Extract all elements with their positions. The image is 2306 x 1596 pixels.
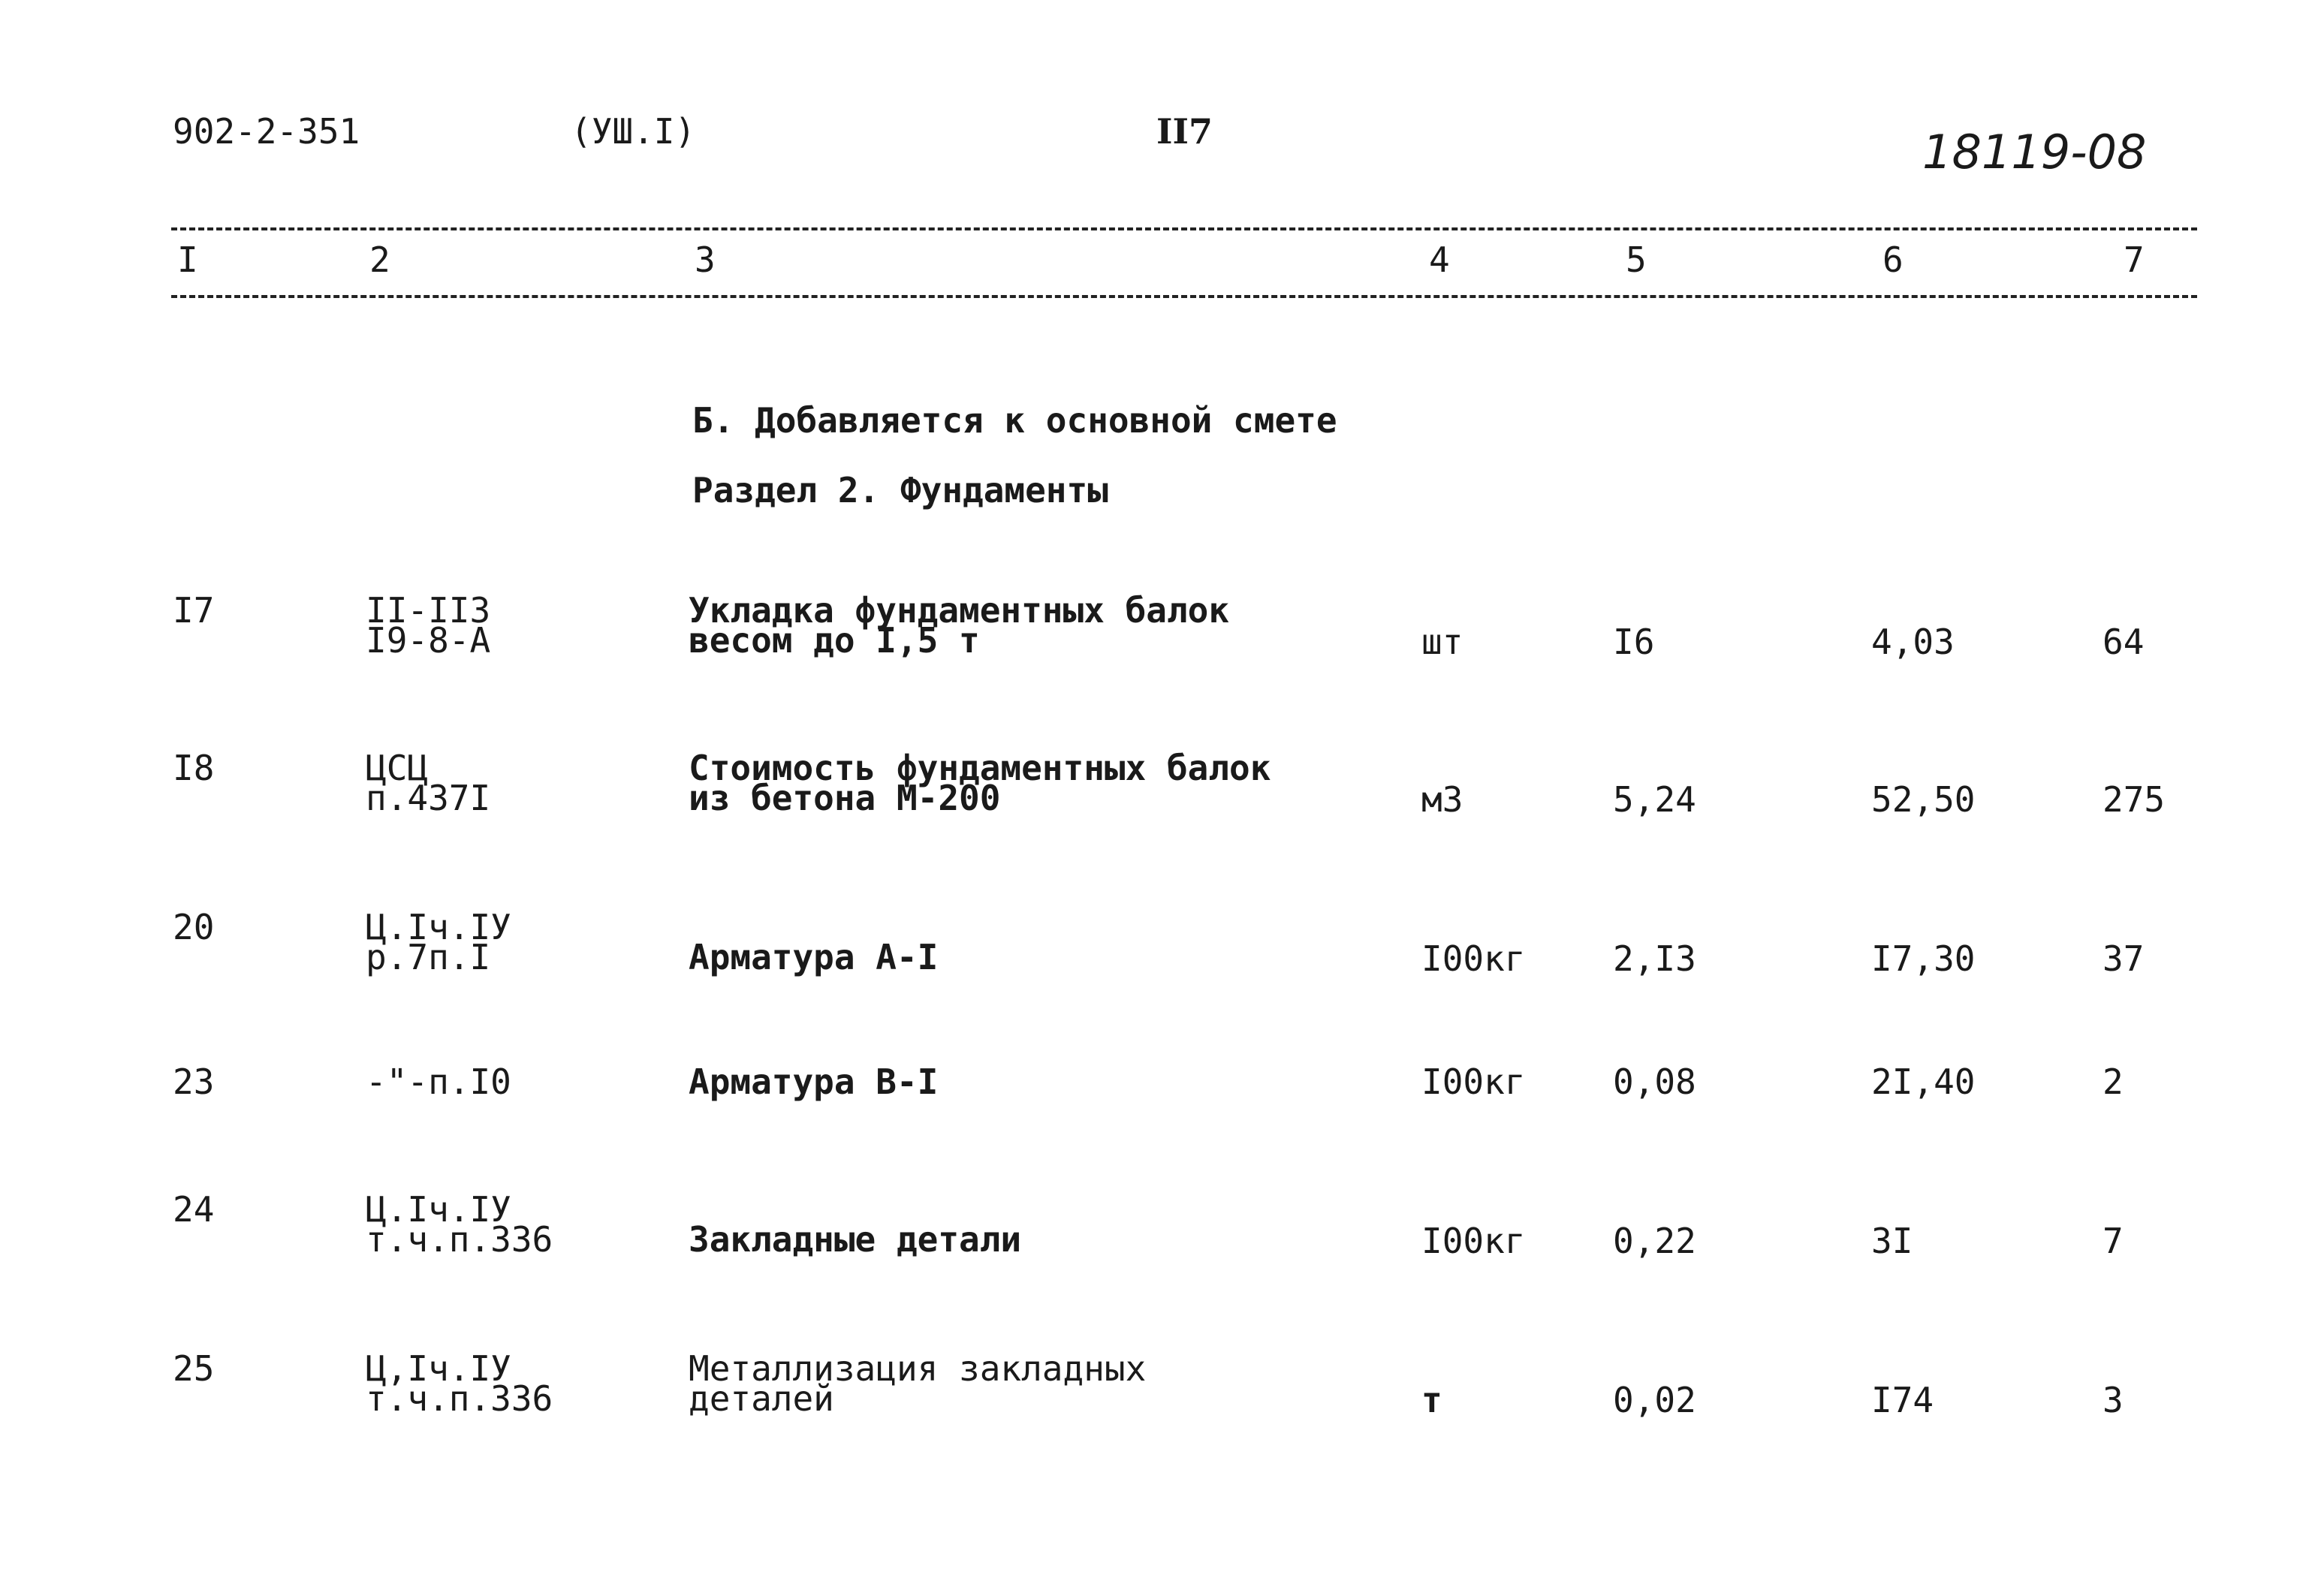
row-reference-line2: п.437I	[366, 778, 491, 818]
row-number: 25	[173, 1348, 215, 1389]
header-bottom-rule	[171, 295, 2197, 298]
row-reference-line1: Ц,Iч.IУ	[366, 1348, 511, 1389]
column-number-4: 4	[1429, 239, 1450, 280]
row-reference-line2: I9-8-А	[366, 620, 491, 661]
row-reference-line1: Ц.Iч.IУ	[366, 907, 511, 947]
row-reference-line2: т.ч.п.336	[366, 1378, 553, 1419]
row-unit-price: 4,03	[1871, 622, 1955, 662]
row-unit-price: I7,30	[1871, 938, 1976, 979]
row-quantity: 0,02	[1613, 1380, 1696, 1420]
row-quantity: 0,22	[1613, 1221, 1696, 1261]
row-unit-price: I74	[1871, 1380, 1934, 1420]
row-description-line2: весом до I,5 т	[689, 620, 980, 661]
row-reference-line2: -"-п.I0	[366, 1061, 511, 1102]
row-total: 37	[2103, 938, 2145, 979]
row-description-line2: Арматура А-I	[689, 937, 939, 977]
row-unit-price: 3I	[1871, 1221, 1913, 1261]
table-row	[0, 907, 2306, 1007]
table-row	[0, 748, 2306, 848]
row-quantity: I6	[1613, 622, 1655, 662]
row-quantity: 5,24	[1613, 779, 1696, 820]
row-quantity: 2,I3	[1613, 938, 1696, 979]
column-number-1: I	[177, 239, 198, 280]
row-total: 3	[2103, 1380, 2124, 1420]
row-unit: шт	[1421, 622, 1463, 662]
column-number-3: 3	[695, 239, 716, 280]
row-number: I8	[173, 748, 215, 788]
row-unit-price: 2I,40	[1871, 1061, 1976, 1102]
row-reference-line1: Ц.Iч.IУ	[366, 1189, 511, 1230]
row-reference-line2: р.7п.I	[366, 937, 491, 977]
page-number: II7	[1156, 111, 1213, 152]
row-total: 64	[2103, 622, 2145, 662]
row-total: 275	[2103, 779, 2166, 820]
column-number-7: 7	[2124, 239, 2145, 280]
table-row	[0, 1034, 2306, 1132]
table-row	[0, 1348, 2306, 1449]
table-row	[0, 1189, 2306, 1290]
column-number-6: 6	[1882, 239, 1904, 280]
row-number: 20	[173, 907, 215, 947]
volume-label: (УШ.I)	[571, 111, 696, 152]
row-unit: I00кг	[1421, 1221, 1526, 1261]
row-unit-price: 52,50	[1871, 779, 1976, 820]
table-row	[0, 590, 2306, 691]
row-quantity: 0,08	[1613, 1061, 1696, 1102]
row-unit: м3	[1421, 779, 1463, 820]
row-description-line1: Укладка фундаментных балок	[689, 590, 1230, 631]
row-total: 7	[2103, 1221, 2124, 1261]
row-total: 2	[2103, 1061, 2124, 1102]
column-number-2: 2	[369, 239, 390, 280]
row-description-line1: Металлизация закладных	[689, 1348, 1147, 1389]
section-title: Б. Добавляется к основной смете	[692, 400, 1337, 441]
row-reference-line1: ЦСЦ	[366, 748, 429, 788]
handwritten-number: 18119-08	[1922, 125, 2147, 179]
row-reference-line2: т.ч.п.336	[366, 1219, 553, 1260]
column-number-5: 5	[1626, 239, 1647, 280]
row-description-line2: Закладные детали	[689, 1219, 1022, 1260]
row-description-line2: Арматура В-I	[689, 1061, 939, 1102]
row-reference-line1: II-II3	[366, 590, 491, 631]
header-top-rule	[171, 227, 2197, 230]
row-description-line2: деталей	[689, 1378, 834, 1419]
document-code: 902-2-351	[173, 111, 360, 152]
row-number: 24	[173, 1189, 215, 1230]
row-number: I7	[173, 590, 215, 631]
row-unit: I00кг	[1421, 1061, 1526, 1102]
row-unit: I00кг	[1421, 938, 1526, 979]
section-subtitle: Раздел 2. Фундаменты	[692, 470, 1108, 510]
row-unit: т	[1421, 1380, 1442, 1420]
row-description-line1: Стоимость фундаментных балок	[689, 748, 1271, 788]
row-number: 23	[173, 1061, 215, 1102]
row-description-line2: из бетона М-200	[689, 778, 1001, 818]
